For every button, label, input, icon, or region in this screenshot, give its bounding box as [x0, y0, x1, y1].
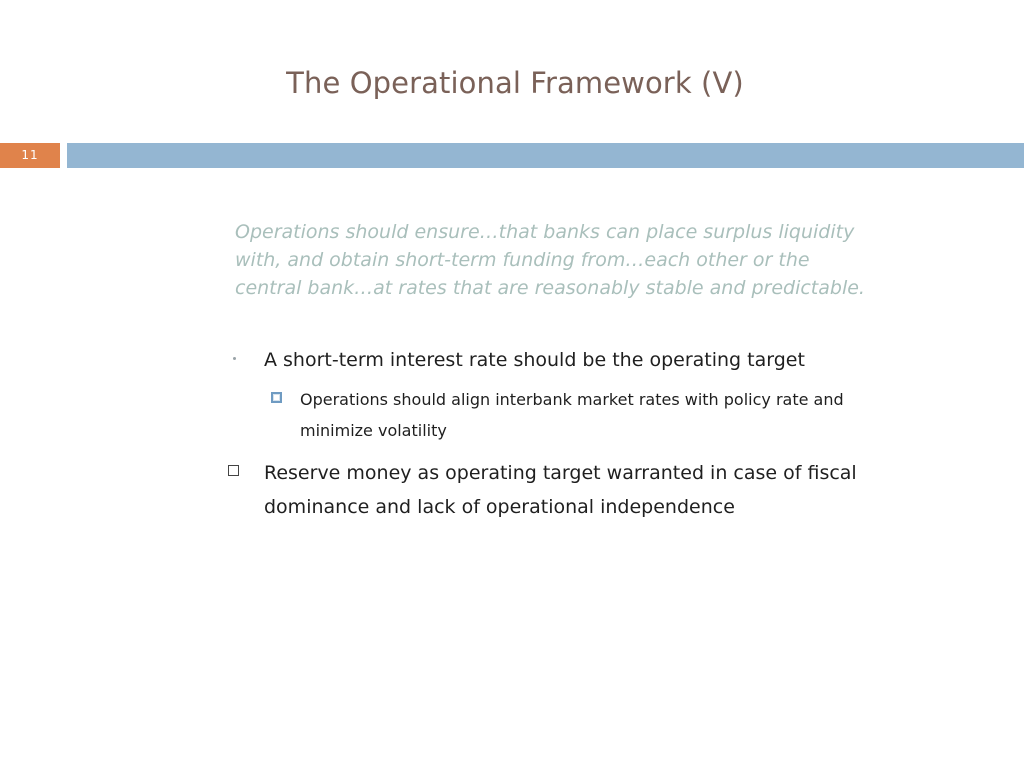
square-bullet-icon [267, 384, 300, 403]
sub-bullet-text-1: Operations should align interbank market rates with policy rate and minimize volatility [300, 390, 844, 440]
bullet-text-2: Reserve money as operating target warranted in case of fiscal dominance and lack of operational independence [264, 462, 857, 518]
hollow-square-bullet-icon [222, 456, 264, 476]
slide-title: The Operational Framework (V) [286, 66, 744, 100]
dot-bullet-icon [222, 343, 264, 360]
slide-number-badge: 11 [0, 143, 60, 168]
sub-bullet-item-1 [267, 384, 867, 446]
bullet-text-1: A short-term interest rate should be the operating target [264, 349, 805, 371]
bullet-item-2 [222, 456, 862, 524]
header-bar [67, 143, 1024, 168]
bullet-item-1 [222, 343, 862, 377]
quote-text: Operations should ensure…that banks can place surplus liquidity with, and obtain short-term funding from…each other or the central bank…at rates that are reasonably stable and predictable. [235, 221, 865, 299]
